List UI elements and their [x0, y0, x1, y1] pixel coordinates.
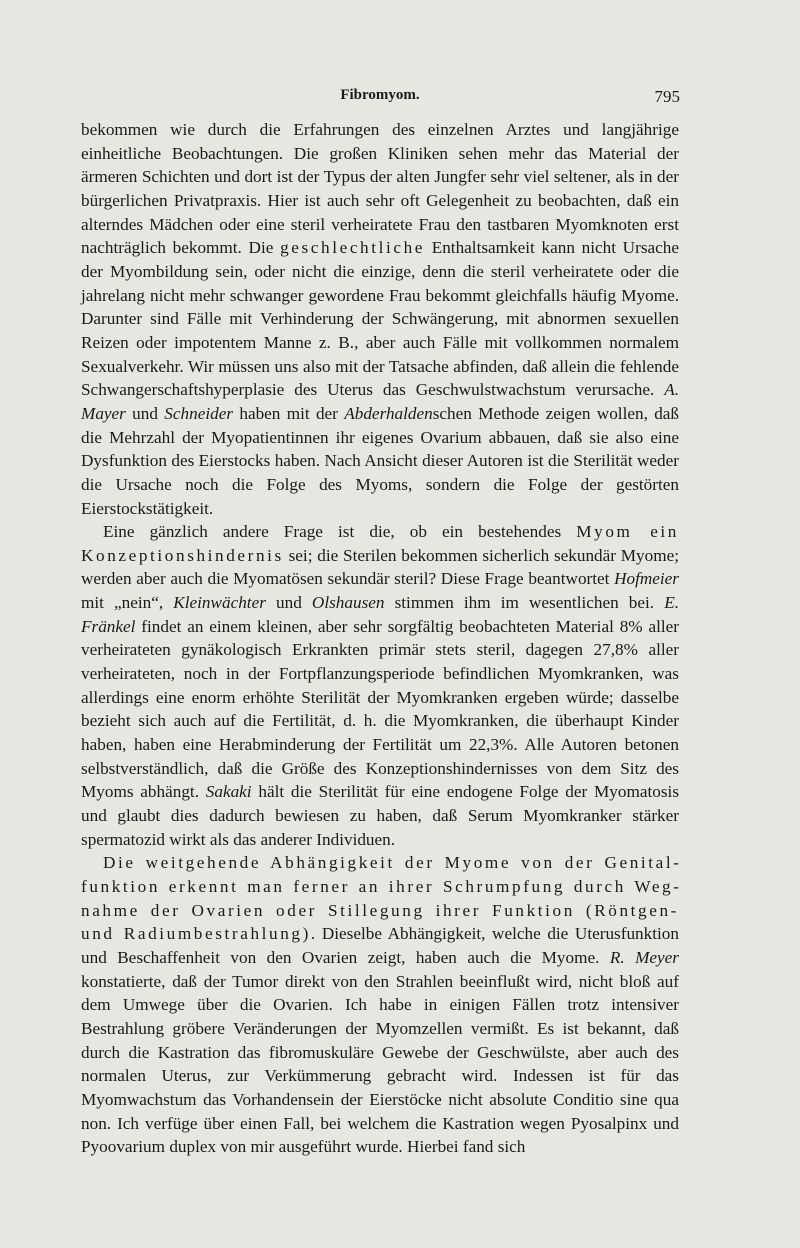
text-run: stimmen ihm im wesentlichen bei. [384, 593, 665, 613]
paragraph [81, 851, 679, 1159]
body-text [81, 118, 679, 1159]
text-run: sei; die Sterilen bekommen sicherlich sekundär Myome; werden aber auch die Myomatösen sekundär steril? Diese Frage beantwortet [81, 545, 679, 589]
page-number: 795 [654, 87, 680, 106]
page-header [80, 87, 680, 111]
spaced-emphasis: geschlechtliche [280, 238, 426, 258]
text-run: und [265, 593, 312, 613]
italic-name: E. Fränkel [81, 593, 679, 636]
text-run: konstatierte, daß der Tumor direkt von den Strahlen beeinflußt wird, nicht bloß auf dem Umwege über die Ovarien. Ich habe in einigen Fällen trotz intensiver Bestrahlung gröbere Veränderungen der Myomzellen vermißt. Es ist bekannt, daß durch die Kastration das fibromuskuläre Gewebe der Geschwülste, aber auch des normalen Uterus, zur Verkümmerung gebracht wird. Indessen ist für das Myomwachstum das Vorhandensein der Eierstöcke nicht absolute Conditio sine qua non. Ich verfüge über einen Fall, bei welchem die Kastration wegen Pyosalpinx und Pyoovarium duplex von mir ausgeführt wurde. Hierbei fand sich [81, 971, 679, 1157]
text-run: Enthaltsamkeit kann nicht Ursache der Myombildung sein, oder nicht die einzige, denn die steril verheiratete oder die jahrelang nicht mehr schwanger gewordene Frau bekommt gleichfalls häufig Myome. Darunter sind Fälle mit Verhinderung der Schwängerung, mit abnormen sexuellen Reizen oder impotentem Manne z. B., aber auch Fälle mit vollkommen normalem Sexualverkehr. Wir müssen uns also mit der Tatsache abfinden, daß allein die fehlende Schwangerschaftshyperplasie des Uterus das Geschwulstwachstum verursache. [81, 238, 679, 400]
spaced-emphasis: Die weitgehende Abhängigkeit der Myome von der Genitalfunktion erkennt man ferner an ihrer Schrumpfung durch Wegnahme der Ovarien oder Stillegung ihrer Funktion (Röntgen- und Radiumbestrahlung) [81, 853, 679, 944]
italic-name: Abderhalden [344, 403, 433, 423]
text-run: schen Methode zeigen wollen, daß die Mehrzahl der Myopatientinnen ihr eigenes Ovarium abbauen, daß sie also eine Dysfunktion des Eierstocks haben. Nach Ansicht dieser Autoren ist die Sterilität weder die Ursache noch die Folge des Myoms, sondern die Folge der gestörten Eierstockstätigkeit. [81, 403, 680, 518]
italic-name: R. Meyer [609, 947, 679, 967]
text-run: . Dieselbe Abhängigkeit, welche die Uterusfunktion und Beschaffenheit von den Ovarien zeigt, haben auch die Myome. [81, 924, 679, 967]
paragraph [81, 118, 679, 520]
text-run: und [125, 403, 165, 423]
italic-name: Olshausen [311, 593, 385, 613]
italic-name: Kleinwächter [173, 593, 266, 613]
spaced-emphasis: Myom ein Konzeptionshindernis [81, 522, 679, 565]
text-run: Eine gänzlich andere Frage ist die, ob ein bestehendes [103, 522, 577, 542]
italic-name: Sakaki [205, 782, 252, 802]
italic-name: A. Mayer [81, 380, 679, 423]
running-title: Fibromyom. [340, 87, 420, 103]
text-run: mit „nein“, [81, 593, 174, 613]
text-run: bekommen wie durch die Erfahrungen des einzelnen Arztes und langjährige einheitliche Beobachtungen. Die großen Kliniken sehen mehr das Material der ärmeren Schichten und dort ist der Typus der alten Jungfer sehr viel seltener, als in der bürgerlichen Privatpraxis. Hier ist auch sehr oft Gelegenheit zu beobachten, daß ein alterndes Mädchen oder eine steril verheiratete Frau den tastbaren Myomknoten erst nachträglich bekommt. Die [81, 120, 679, 258]
italic-name: Hofmeier [614, 569, 679, 589]
italic-name: Schneider [164, 403, 234, 423]
text-run: haben mit der [233, 403, 345, 423]
text-run: hält die Sterilität für eine endogene Folge der Myomatosis und glaubt dies dadurch bewiesen zu haben, daß Serum Myomkranker stärker spermatozid wirkt als das anderer Individuen. [81, 782, 680, 849]
text-run: findet an einem kleinen, aber sehr sorgfältig beobachteten Material 8% aller verheirateten gynäkologisch Erkrankten primär stets steril, dagegen 27,8% aller verheirateten, noch in der Fortpflanzungsperiode befindlichen Myomkranken, was allerdings eine enorm erhöhte Sterilität der Myomkranken ergeben würde; dasselbe bezieht sich auch auf die Fertilität, d. h. die Myomkranken, die überhaupt Kinder haben, haben eine Herabminderung der Fertilität um 22,3%. Alle Autoren betonen selbstverständlich, daß die Größe des Konzeptionshindernisses von dem Sitz des Myoms abhängt. [81, 616, 679, 802]
paragraph [81, 520, 679, 851]
